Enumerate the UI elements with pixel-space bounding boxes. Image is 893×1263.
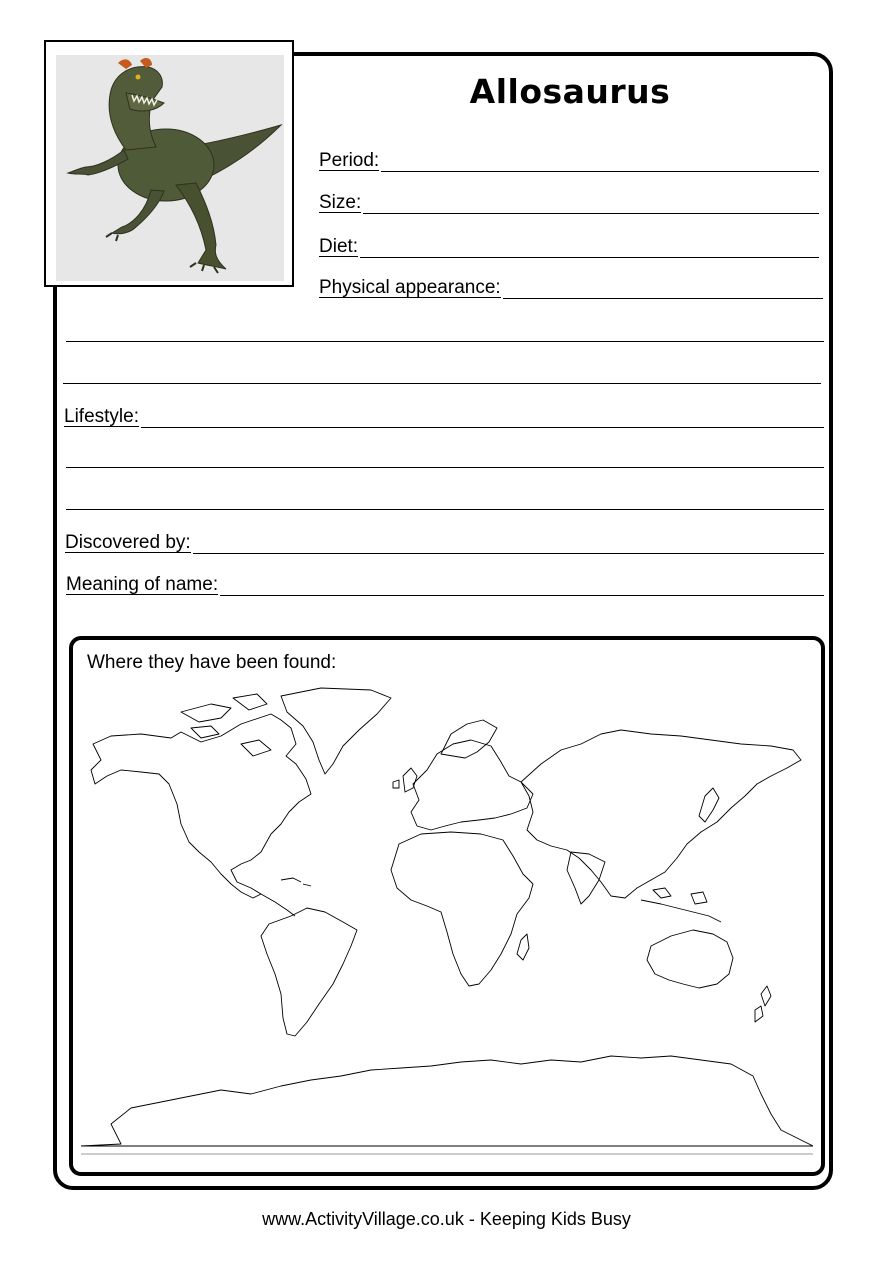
diet-field[interactable] [319,230,819,258]
page-title: Allosaurus [469,72,671,111]
dinosaur-photo [56,55,284,281]
dinosaur-photo-frame [44,40,294,287]
size-field[interactable] [319,186,819,214]
india-outline [567,852,605,904]
japan-outline [699,788,719,822]
greenland-outline [281,688,391,774]
antarctica-outline [81,1056,813,1146]
british-isles-outline [393,768,417,792]
europe-outline [411,740,533,830]
lifestyle-line-1[interactable] [66,467,824,468]
physical-appearance-line-2[interactable] [63,383,821,384]
new-zealand-outline [755,986,771,1022]
diet-label: Diet: [319,236,359,257]
south-america-outline [261,908,357,1036]
asia-outline [521,730,801,898]
period-label: Period: [319,150,380,171]
africa-outline [391,832,533,986]
physical-appearance-label: Physical appearance: [319,277,501,298]
period-field[interactable] [319,144,819,172]
discovered-by-label: Discovered by: [65,532,191,553]
physical-appearance-line-1[interactable] [66,341,824,342]
scandinavia-outline [441,720,497,758]
world-map[interactable] [81,684,813,1160]
meaning-of-name-label: Meaning of name: [66,574,219,595]
discovered-by-field[interactable] [65,526,824,554]
caribbean-outline [261,878,311,916]
lifestyle-label: Lifestyle: [64,406,139,427]
arctic-islands-outline [181,694,271,756]
lifestyle-line-2[interactable] [66,509,824,510]
footer-credit: www.ActivityVillage.co.uk - Keeping Kids Busy [262,1209,631,1229]
size-label: Size: [319,192,362,213]
lifestyle-field[interactable] [64,400,824,428]
map-caption: Where they have been found: [87,652,337,673]
madagascar-outline [517,934,529,960]
australia-outline [647,930,733,988]
physical-appearance-field[interactable] [319,271,823,299]
north-america-outline [91,714,311,898]
meaning-of-name-field[interactable] [66,568,824,596]
se-asia-islands-outline [641,888,721,922]
allosaurus-image [56,55,284,281]
map-section [69,636,825,1176]
